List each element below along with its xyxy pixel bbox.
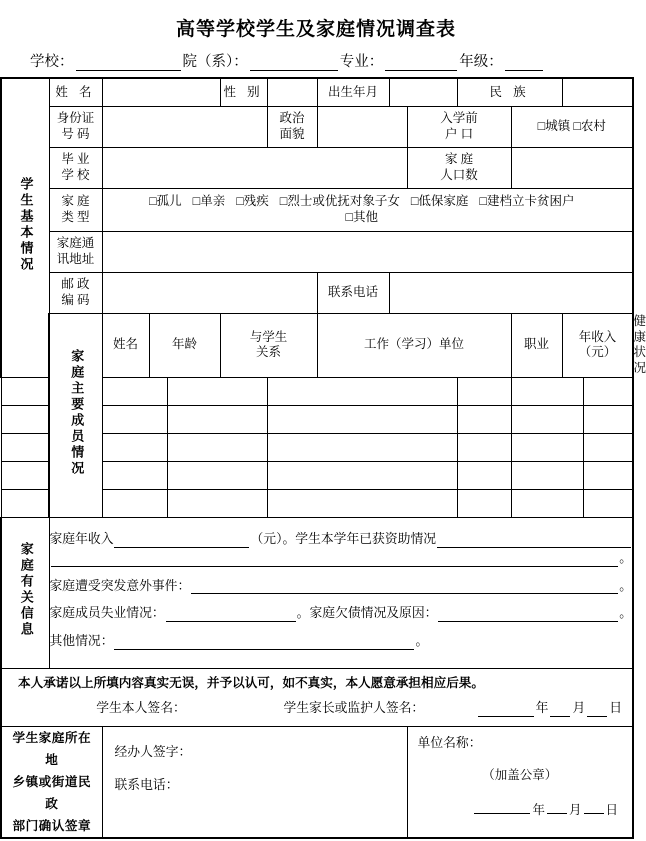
checkbox-orphan[interactable]: □孤儿 [149,194,182,209]
date-month-input[interactable] [550,703,570,717]
family-annual-income-label: 家庭年收入 [49,531,114,546]
family-info-row [1,517,633,668]
emergency-event-line: 家庭遭受突发意外事件： 。 [49,578,633,593]
subsidy-continuation-line: 。 [50,551,633,567]
cell-income[interactable] [511,461,583,489]
cell-health[interactable] [583,489,633,517]
unemployment-debt-line: 家庭成员失业情况： 。家庭欠债情况及原因： 。 [49,606,633,621]
family-type-checkbox-group[interactable] [102,189,633,232]
subsidy-input[interactable] [437,534,631,548]
label-family-size: 家 庭 人口数 [407,148,511,189]
confirm-date-day-input[interactable] [584,800,604,814]
debt-label: 。家庭欠债情况及原因： [296,606,438,621]
col-header-relation: 与学生 关系 [220,314,317,378]
label-hukou: 入学前 户 口 [407,107,511,148]
handler-signature-label[interactable]: 经办人签字： [114,745,192,760]
cell-relation[interactable] [167,489,267,517]
student-row-family-type [1,189,633,232]
value-ethnicity[interactable] [562,78,633,107]
department-label: 院（系）： [182,54,248,70]
checkbox-registered-poor[interactable]: □建档立卡贫困户 [479,194,575,209]
guardian-signature-label[interactable]: 学生家长或监护人签名： [283,701,425,716]
cell-income[interactable] [511,377,583,405]
subsidy-input-continued[interactable] [51,553,619,567]
cell-relation[interactable] [167,461,267,489]
label-gender: 性 别 [220,78,267,107]
value-graduated-school[interactable] [102,148,407,189]
confirm-date-year-input[interactable] [474,800,530,814]
value-family-address[interactable] [102,232,633,273]
cell-workplace[interactable] [267,461,457,489]
signature-date[interactable] [478,701,622,717]
cell-name[interactable] [1,377,49,405]
confirm-section-label: 学生家庭所在地 乡镇或街道民政 部门确认签章 [1,727,102,839]
other-situation-line: 其他情况： 。 [49,634,429,649]
student-row-postcode [1,273,633,314]
promise-row [1,668,633,727]
cell-workplace[interactable] [267,377,457,405]
confirm-phone-label[interactable]: 联系电话： [114,777,179,792]
student-row-name [1,78,633,107]
date-year-input[interactable] [478,703,534,717]
header-fields-row [0,41,632,71]
grade-label: 年级： [459,54,503,70]
members-header-row: 家庭主要成员情况 姓名 年龄 与学生 关系 工作（学习）单位 职业 年收入 （元） 健康状况 [1,314,633,378]
confirm-date-month-input[interactable] [547,800,567,814]
cell-name[interactable] [1,461,49,489]
emergency-event-input[interactable] [191,580,618,594]
cell-occupation[interactable] [457,377,511,405]
checkbox-disabled[interactable]: □残疾 [236,194,269,209]
unemployment-input[interactable] [166,608,296,622]
cell-health[interactable] [583,405,633,433]
value-hukou-options[interactable]: □城镇 □农村 [511,107,633,148]
cell-workplace[interactable] [267,489,457,517]
cell-relation[interactable] [167,405,267,433]
debt-input[interactable] [438,608,618,622]
date-day-input[interactable] [587,703,607,717]
checkbox-other[interactable]: □其他 [345,210,379,224]
label-id-number: 身份证 号 码 [49,107,102,148]
family-annual-income-line [50,532,633,548]
cell-relation[interactable] [167,433,267,461]
label-birth: 出生年月 [317,78,389,107]
cell-income[interactable] [511,405,583,433]
col-header-age: 年龄 [149,314,220,378]
confirm-date-day-label: 日 [605,802,619,817]
grade-input[interactable] [505,55,543,71]
unemployment-label: 家庭成员失业情况： [49,606,165,621]
student-signature-label[interactable]: 学生本人签名： [96,701,186,716]
members-section-side-label: 家庭主要成员情况 [49,314,102,518]
cell-age[interactable] [102,433,167,461]
other-situation-label: 其他情况： [49,634,114,649]
student-row-id [1,107,633,148]
confirm-row [1,727,633,839]
label-political-status: 政治 面貌 [267,107,317,148]
col-header-workplace: 工作（学习）单位 [317,314,511,378]
checkbox-single-parent[interactable]: □单亲 [192,194,226,209]
cell-income[interactable] [511,433,583,461]
value-birth[interactable] [389,78,457,107]
cell-occupation[interactable] [457,433,511,461]
other-situation-input[interactable] [114,636,414,650]
family-annual-income-input[interactable] [114,534,249,548]
label-family-type: 家 庭 类 型 [49,189,102,232]
cell-occupation[interactable] [457,489,511,517]
cell-name[interactable] [1,489,49,517]
date-year-label: 年 [535,701,549,716]
student-row-address [1,232,633,273]
cell-age[interactable] [102,489,167,517]
value-gender[interactable] [267,78,317,107]
confirm-date-month-label: 月 [569,802,582,817]
cell-age[interactable] [102,461,167,489]
cell-workplace[interactable] [267,433,457,461]
label-postcode: 邮 政 编 码 [49,273,102,314]
spacer [50,625,633,634]
official-seal-label: （加盖公章） [482,768,558,783]
checkbox-low-income[interactable]: □低保家庭 [410,194,469,209]
label-graduated-school: 毕 业 学 校 [49,148,102,189]
cell-name[interactable] [1,405,49,433]
spacer [50,570,633,579]
cell-income[interactable] [511,489,583,517]
col-header-name: 姓名 [102,314,149,378]
cell-health[interactable] [583,461,633,489]
cell-occupation[interactable] [457,461,511,489]
family-info-side-label: 家庭有关信息 [1,517,49,668]
student-section-side-label: 学生基本情况 [1,78,49,377]
label-name: 姓 名 [49,78,102,107]
student-row-graduated-school [1,148,633,189]
label-family-address: 家庭通 讯地址 [49,232,102,273]
col-header-occupation: 职业 [511,314,562,378]
cell-age[interactable] [102,377,167,405]
confirm-left-fields [102,727,407,839]
signature-row [2,695,632,726]
value-political-status[interactable] [317,107,407,148]
cell-name[interactable] [1,433,49,461]
date-month-label: 月 [572,701,586,716]
value-name[interactable] [102,78,220,107]
confirm-right-fields [407,727,633,839]
major-label: 专业： [339,54,384,70]
school-label: 学校： [30,54,74,70]
cell-relation[interactable] [167,377,267,405]
family-info-block [49,517,633,668]
major-input[interactable] [385,55,457,71]
department-input[interactable] [250,55,338,71]
value-family-size[interactable] [511,148,633,189]
promise-statement: 本人承诺以上所填内容真实无误，并予以认可，如不真实，本人愿意承担相应后果。 [18,675,484,690]
page-title: 高等学校学生及家庭情况调查表 [175,19,456,40]
unit-name-label[interactable]: 单位名称： [417,736,482,751]
subsidy-label: （元）。学生本学年已获资助情况 [250,531,437,546]
cell-occupation[interactable] [457,405,511,433]
value-id-number[interactable] [102,107,267,148]
emergency-event-label: 家庭遭受突发意外事件： [49,578,191,593]
cell-age[interactable] [102,405,167,433]
confirm-date-year-label: 年 [532,802,545,817]
checkbox-martyr-child[interactable]: □烈士或优抚对象子女 [279,194,400,209]
date-day-label: 日 [609,701,623,716]
label-ethnicity: 民 族 [457,78,562,107]
cell-health[interactable] [583,433,633,461]
col-header-income: 年收入 （元） [562,314,633,378]
value-postcode[interactable] [102,273,317,314]
cell-health[interactable] [583,377,633,405]
promise-block [1,668,633,727]
value-contact-phone[interactable] [389,273,633,314]
confirm-date[interactable] [408,784,633,819]
label-contact-phone: 联系电话 [317,273,389,314]
survey-form-table [0,77,646,839]
school-input[interactable] [76,55,181,71]
cell-workplace[interactable] [267,405,457,433]
